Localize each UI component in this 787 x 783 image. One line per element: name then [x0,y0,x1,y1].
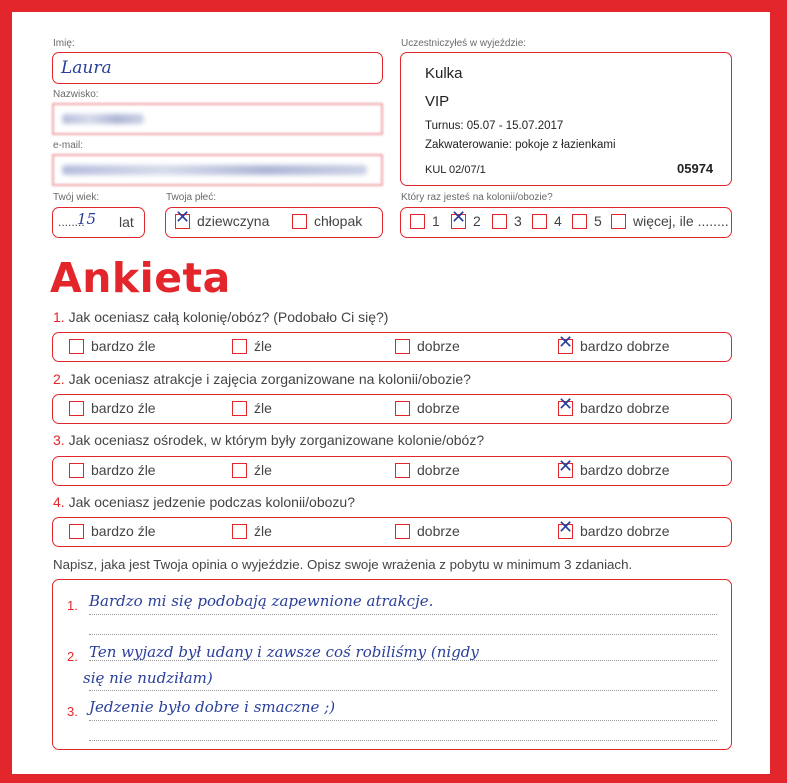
email-label: e-mail: [53,140,84,151]
question-3-options [52,456,732,486]
question-1-options [52,332,732,362]
q2-option-dobrze-label: dobrze [417,400,460,416]
writing-line-2 [89,634,717,635]
q2-option-dobrze-checkbox[interactable] [395,401,410,416]
time-4-checkbox[interactable] [532,214,547,229]
gender-male-label: chłopak [314,213,363,229]
q2-option-bardzo-dobrze-label: bardzo dobrze [580,400,670,416]
q3-option-bardzo-zle-checkbox[interactable] [69,463,84,478]
q3-option-bardzo-zle-label: bardzo źle [91,462,156,478]
accommodation-label: Zakwaterowanie: [425,139,512,151]
q2-option-bardzo-dobrze-checkbox[interactable] [558,393,574,416]
opinion-answer-2-continued: się nie nudziłam) [83,669,213,687]
check-mark-icon: ✕ [558,516,574,538]
age-unit: lat [119,214,134,230]
q1-option-zle-label: źle [254,338,272,354]
q4-option-bardzo-dobrze-checkbox[interactable] [558,516,574,539]
gender-female-checkbox[interactable] [175,206,191,229]
writing-line-1 [89,614,717,615]
q3-option-bardzo-dobrze-checkbox[interactable] [558,455,574,478]
q1-option-zle-checkbox[interactable] [232,339,247,354]
writing-line-4 [89,690,717,691]
writing-line-5 [89,720,717,721]
writing-line-6 [89,740,717,741]
q1-option-bardzo-zle-checkbox[interactable] [69,339,84,354]
q4-option-zle-label: źle [254,523,272,539]
check-mark-icon: ✕ [451,206,467,228]
q2-option-bardzo-zle-checkbox[interactable] [69,401,84,416]
opinion-number-3: 3. [67,704,78,719]
time-more-checkbox[interactable] [611,214,626,229]
surname-label: Nazwisko: [53,89,99,100]
age-dots: ........ [58,215,85,229]
q1-option-bardzo-zle-label: bardzo źle [91,338,156,354]
participated-label: Uczestniczyłeś w wyjeździe: [401,38,527,49]
right-red-border [770,0,787,783]
surname-redacted [62,114,144,124]
which-time-field [400,207,732,238]
gender-male-checkbox[interactable] [292,214,307,229]
opinion-textarea[interactable] [52,579,732,750]
q3-option-dobrze-checkbox[interactable] [395,463,410,478]
question-3-number: 3. [53,432,65,448]
time-4-label: 4 [554,213,562,229]
trip-type: VIP [425,93,450,110]
gender-female-label: dziewczyna [197,213,270,229]
q4-option-bardzo-zle-checkbox[interactable] [69,524,84,539]
q1-option-bardzo-dobrze-label: bardzo dobrze [580,338,670,354]
question-1-text: Jak oceniasz całą kolonię/obóz? (Podobało Ci się?) [68,309,389,325]
turnus-value: 05.07 - 15.07.2017 [466,120,564,132]
accommodation-value: pokoje z łazienkami [515,139,616,151]
email-redacted [62,165,367,175]
question-4-options [52,517,732,547]
check-mark-icon: ✕ [558,331,574,353]
question-2 [53,371,471,387]
q2-option-bardzo-zle-label: bardzo źle [91,400,156,416]
check-mark-icon: ✕ [175,206,191,228]
q1-option-dobrze-checkbox[interactable] [395,339,410,354]
q3-option-zle-checkbox[interactable] [232,463,247,478]
q2-option-zle-checkbox[interactable] [232,401,247,416]
opinion-number-1: 1. [67,598,78,613]
q1-option-dobrze-label: dobrze [417,338,460,354]
question-1 [53,309,388,325]
which-time-label: Który raz jesteś na kolonii/obozie? [401,192,553,203]
trip-code: KUL 02/07/1 [425,164,486,176]
time-1-label: 1 [432,213,440,229]
page-title: Ankieta [50,254,231,302]
name-label: Imię: [53,38,75,49]
q3-option-zle-label: źle [254,462,272,478]
time-2-label: 2 [473,213,481,229]
opinion-answer-2: Ten wyjazd był udany i zawsze coś robiliśmy (nigdy [89,643,479,661]
q4-option-zle-checkbox[interactable] [232,524,247,539]
question-4-text: Jak oceniasz jedzenie podczas kolonii/obozu? [68,494,355,510]
q4-option-dobrze-label: dobrze [417,523,460,539]
name-value: Laura [61,58,112,78]
opinion-prompt: Napisz, jaka jest Twoja opinia o wyjeździe. Opisz swoje wrażenia z pobytu w minimum 3 zdaniach. [53,557,633,572]
time-5-label: 5 [594,213,602,229]
gender-field [165,207,383,238]
opinion-answer-1: Bardzo mi się podobają zapewnione atrakcje. [89,592,434,610]
time-more-label: więcej, ile ........ [633,213,729,229]
gender-label: Twoja płeć: [166,192,217,203]
q4-option-bardzo-dobrze-label: bardzo dobrze [580,523,670,539]
q2-option-zle-label: źle [254,400,272,416]
check-mark-icon: ✕ [558,393,574,415]
time-3-label: 3 [514,213,522,229]
bottom-red-border [0,774,787,783]
trip-name: Kulka [425,65,463,82]
turnus-label: Turnus: [425,120,464,132]
time-5-checkbox[interactable] [572,214,587,229]
question-1-number: 1. [53,309,65,325]
time-2-checkbox[interactable] [451,206,467,229]
q4-option-bardzo-zle-label: bardzo źle [91,523,156,539]
question-2-number: 2. [53,371,65,387]
trip-number: 05974 [677,161,714,176]
opinion-answer-3: Jedzenie było dobre i smaczne ;) [89,698,336,716]
q1-option-bardzo-dobrze-checkbox[interactable] [558,331,574,354]
question-4 [53,494,355,510]
check-mark-icon: ✕ [558,455,574,477]
q3-option-dobrze-label: dobrze [417,462,460,478]
q3-option-bardzo-dobrze-label: bardzo dobrze [580,462,670,478]
q4-option-dobrze-checkbox[interactable] [395,524,410,539]
name-field[interactable] [52,52,383,84]
time-1-checkbox[interactable] [410,214,425,229]
opinion-number-2: 2. [67,649,78,664]
top-red-border [0,0,787,12]
time-3-checkbox[interactable] [492,214,507,229]
left-red-border [0,0,12,783]
trip-info-box [400,52,732,186]
question-2-text: Jak oceniasz atrakcje i zajęcia zorganizowane na kolonii/obozie? [68,371,471,387]
question-3 [53,432,484,448]
question-2-options [52,394,732,424]
age-field[interactable] [52,207,145,238]
question-3-text: Jak oceniasz ośrodek, w którym były zorganizowane kolonie/obóz? [68,432,485,448]
age-label: Twój wiek: [53,192,100,203]
question-4-number: 4. [53,494,65,510]
age-value: 15 [77,210,97,228]
